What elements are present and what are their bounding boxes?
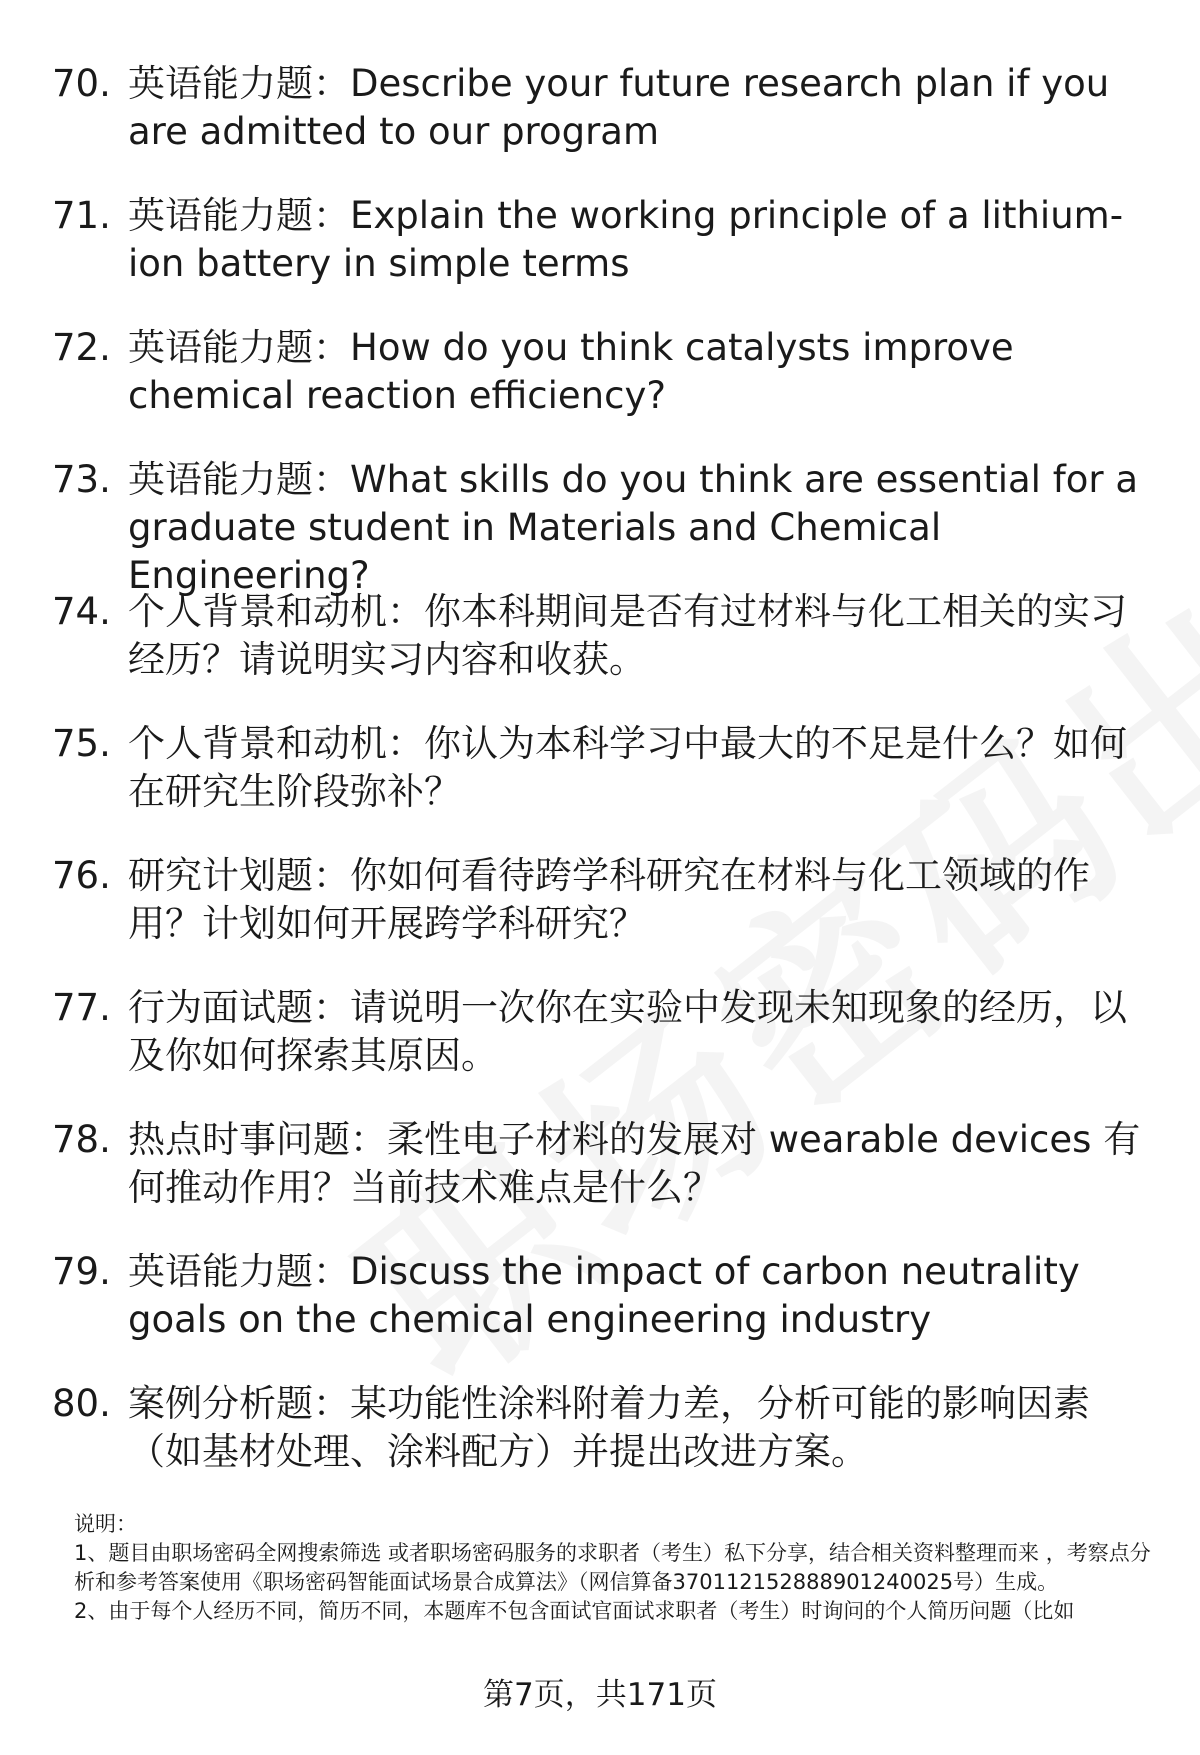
question-list [52, 60, 1152, 1512]
question-number: 75. [52, 722, 111, 765]
question-item [52, 456, 1152, 597]
question-item [52, 192, 1152, 324]
question-number: 70. [52, 62, 111, 105]
question-number: 73. [52, 458, 111, 501]
question-item [52, 720, 1152, 852]
question-item [52, 60, 1152, 192]
question-item [52, 1380, 1152, 1512]
question-number: 71. [52, 194, 111, 237]
question-item [52, 1116, 1152, 1248]
question-text: 个人背景和动机：你本科期间是否有过材料与化工相关的实习经历？请说明实习内容和收获。 [128, 590, 1127, 681]
question-text: 个人背景和动机：你认为本科学习中最大的不足是什么？如何在研究生阶段弥补？ [128, 722, 1127, 813]
question-number: 78. [52, 1118, 111, 1161]
question-text: 英语能力题：What skills do you think are essential for a graduate student in Materials and Chemical Engineering? [128, 458, 1139, 597]
question-item [52, 852, 1152, 984]
question-text: 案例分析题：某功能性涂料附着力差，分析可能的影响因素（如基材处理、涂料配方）并提出改进方案。 [128, 1382, 1090, 1473]
question-number: 72. [52, 326, 111, 369]
note-item: 2、由于每个人经历不同，简历不同，本题库不包含面试官面试求职者（考生）时询问的个人简历问题（比如 [74, 1599, 1075, 1623]
notes-section [74, 1510, 1154, 1626]
question-number: 77. [52, 986, 111, 1029]
question-text: 研究计划题：你如何看待跨学科研究在材料与化工领域的作用？计划如何开展跨学科研究？ [128, 854, 1090, 945]
question-item [52, 1248, 1152, 1380]
question-text: 英语能力题：How do you think catalysts improve chemical reaction efficiency? [128, 326, 1014, 417]
note-item: 1、题目由职场密码全网搜索筛选 或者职场密码服务的求职者（考生）私下分享，结合相关资料整理而来 ，考察点分析和参考答案使用《职场密码智能面试场景合成算法》（网信算备370112152888901240025号）生成。 [74, 1541, 1151, 1594]
page-indicator: 第7页，共171页 [483, 1677, 717, 1713]
question-item [52, 324, 1152, 456]
question-number: 79. [52, 1250, 111, 1293]
question-number: 76. [52, 854, 111, 897]
notes-heading: 说明： [74, 1512, 137, 1536]
question-number: 80. [52, 1382, 111, 1425]
question-text: 英语能力题：Discuss the impact of carbon neutrality goals on the chemical engineering industry [128, 1250, 1080, 1341]
question-text: 英语能力题：Explain the working principle of a lithium-ion battery in simple terms [128, 194, 1124, 285]
question-text: 行为面试题：请说明一次你在实验中发现未知现象的经历，以及你如何探索其原因。 [128, 986, 1127, 1077]
question-item [52, 984, 1152, 1116]
question-number: 74. [52, 590, 111, 633]
question-item [52, 588, 1152, 720]
question-text: 热点时事问题：柔性电子材料的发展对 wearable devices 有何推动作用？当前技术难点是什么？ [128, 1118, 1141, 1209]
question-text: 英语能力题：Describe your future research plan if you are admitted to our program [128, 62, 1110, 153]
